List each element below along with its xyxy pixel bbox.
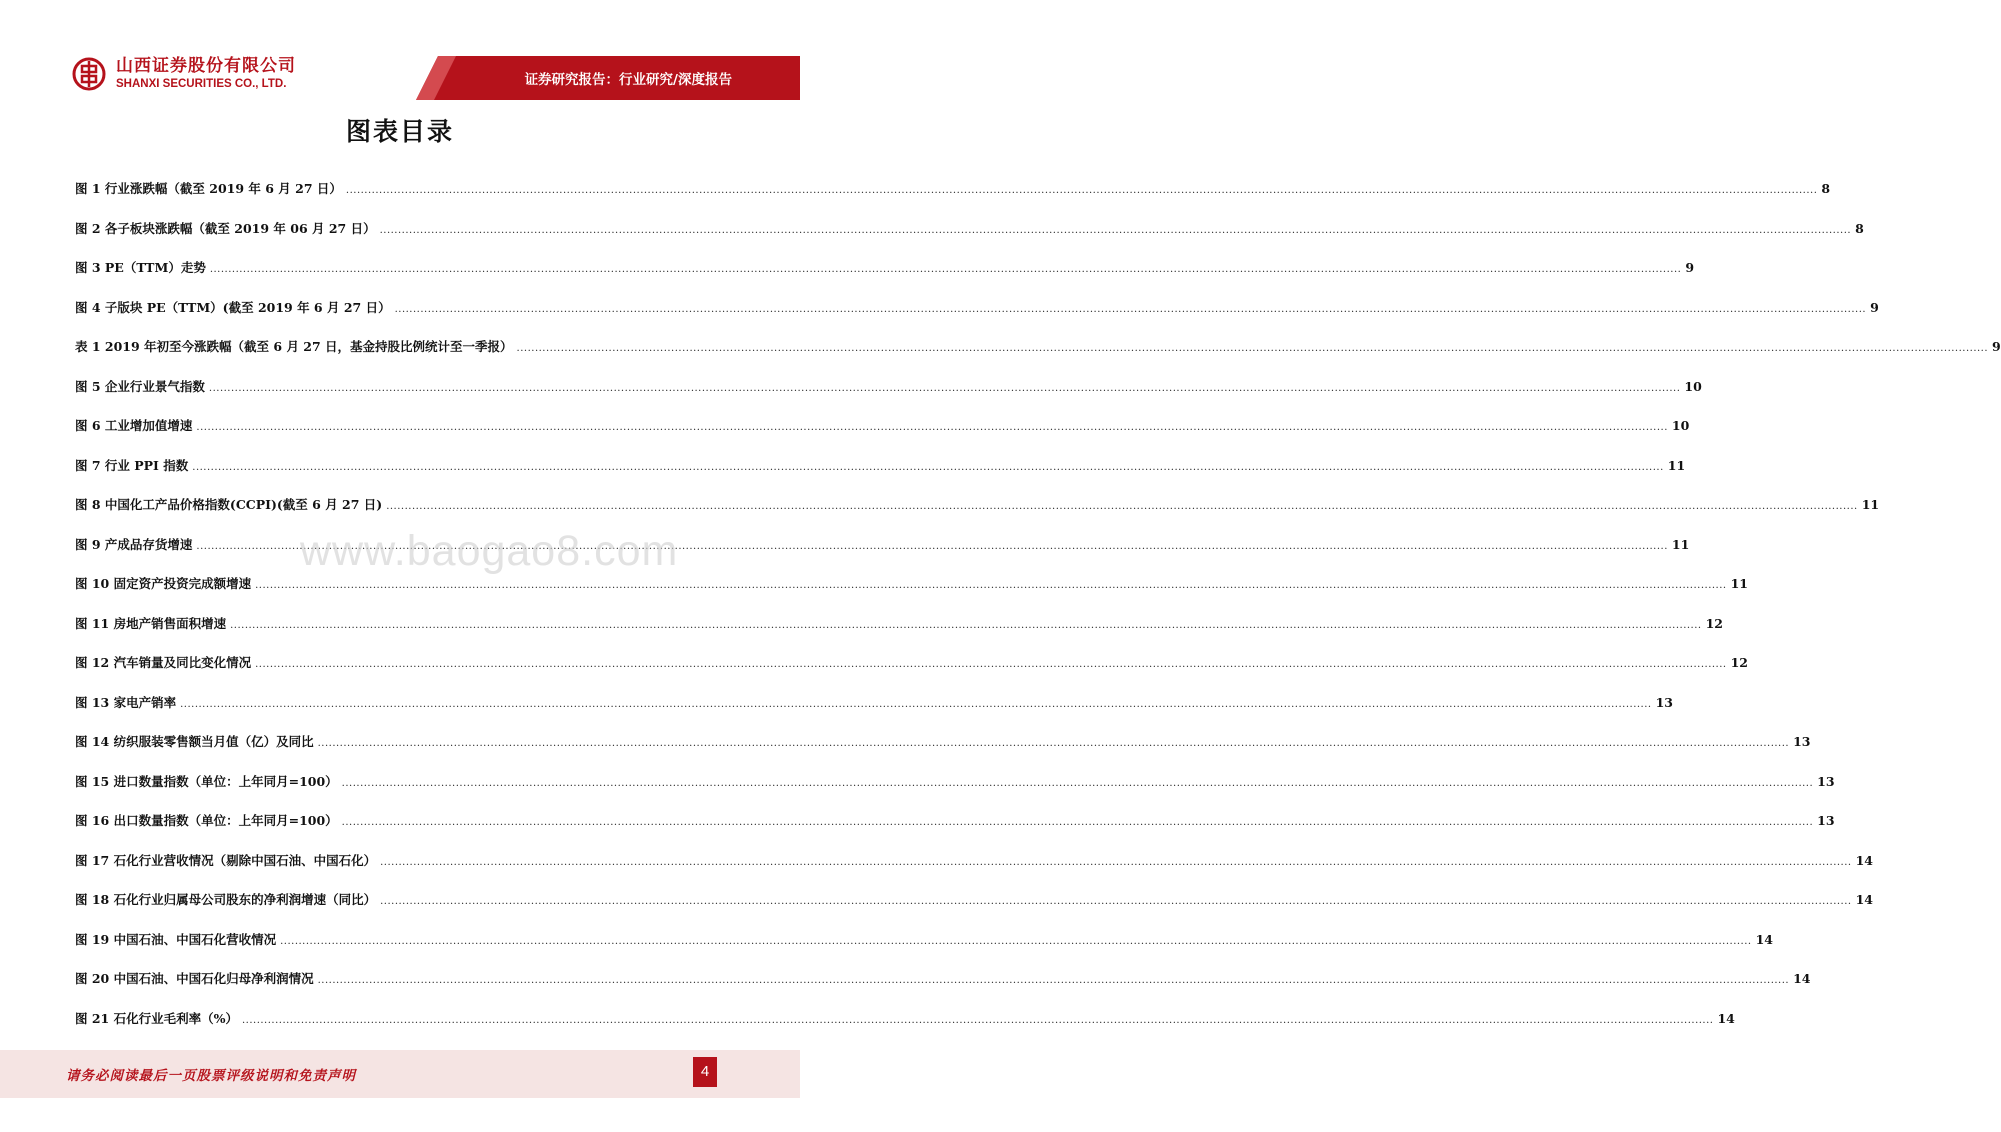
toc-dot-leader: ................................................................................................................................................................................................................................................................................................................................................................................................................ <box>180 698 1652 710</box>
page-header <box>0 0 800 105</box>
toc-entry-label: 图 20 中国石油、中国石化归母净利润情况 <box>75 971 314 986</box>
toc-entry[interactable] <box>75 969 1811 1009</box>
toc-entry-page: 11 <box>1671 536 1690 552</box>
toc-entry-label: 图 1 行业涨跌幅（截至 2019 年 6 月 27 日） <box>75 181 342 196</box>
toc-entry[interactable] <box>75 653 1748 693</box>
toc-entry[interactable] <box>75 219 1864 259</box>
toc-dot-leader: ................................................................................................................................................................................................................................................................................................................................................................................................................ <box>208 382 1681 394</box>
toc-entry-page: 13 <box>1655 694 1673 710</box>
toc-entry-label: 图 21 石化行业毛利率（%） <box>75 1010 238 1026</box>
toc-dot-leader: ................................................................................................................................................................................................................................................................................................................................................................................................................ <box>394 303 1867 315</box>
company-name-en: SHANXI SECURITIES CO., LTD. <box>116 78 287 90</box>
toc-entry-label: 表 1 2019 年初至今涨跌幅（截至 6 月 27 日，基金持股比例统计至一季报） <box>75 339 513 354</box>
toc-entry-label: 图 17 石化行业营收情况（剔除中国石油、中国石化） <box>75 852 377 868</box>
toc-entry-page: 11 <box>1861 497 1880 512</box>
toc-entry[interactable] <box>75 772 1835 812</box>
watermark: www.baogao8.com <box>300 527 679 575</box>
toc-dot-leader: ................................................................................................................................................................................................................................................................................................................................................................................................................ <box>230 619 1702 631</box>
toc-entry[interactable] <box>75 258 1695 298</box>
toc-entry-page: 11 <box>1730 576 1748 591</box>
toc-entry[interactable] <box>75 930 1773 970</box>
toc-dot-leader: ................................................................................................................................................................................................................................................................................................................................................................................................................ <box>192 461 1664 473</box>
toc-entry-page: 13 <box>1817 813 1835 828</box>
toc-entry[interactable] <box>75 179 1831 219</box>
toc-entry-label: 图 11 房地产销售面积增速 <box>75 615 227 631</box>
toc-entry[interactable] <box>75 456 1686 496</box>
toc-entry-page: 12 <box>1730 655 1748 670</box>
page-title: 图表目录 <box>345 117 454 146</box>
toc-entry-page: 14 <box>1793 971 1811 986</box>
toc-entry-page: 14 <box>1855 852 1873 868</box>
toc-entry-page: 9 <box>1685 260 1695 275</box>
toc-entry-label: 图 9 产成品存货增速 <box>75 536 193 552</box>
toc-entry-label: 图 15 进口数量指数（单位：上年同月=100） <box>75 773 338 789</box>
toc-dot-leader: ................................................................................................................................................................................................................................................................................................................................................................................................................ <box>341 777 1814 789</box>
toc-entry-label: 图 16 出口数量指数（单位：上年同月=100） <box>75 813 338 828</box>
toc-dot-leader: ................................................................................................................................................................................................................................................................................................................................................................................................................ <box>386 501 1858 512</box>
toc-entry-page: 9 <box>1992 339 2001 354</box>
toc-dot-leader: ................................................................................................................................................................................................................................................................................................................................................................................................................ <box>255 580 1727 591</box>
toc-dot-leader: ................................................................................................................................................................................................................................................................................................................................................................................................................ <box>317 975 1790 986</box>
toc-entry-label: 图 10 固定资产投资完成额增速 <box>75 576 252 591</box>
toc-entry-page: 8 <box>1821 181 1831 196</box>
toc-dot-leader: ................................................................................................................................................................................................................................................................................................................................................................................................................ <box>379 224 1852 236</box>
toc-entry[interactable] <box>75 1009 1735 1049</box>
figure-table-of-contents <box>75 179 2001 1048</box>
company-name-cn: 山西证券股份有限公司 <box>116 56 296 76</box>
shanxi-securities-logo-icon <box>72 57 106 91</box>
company-name <box>116 56 296 92</box>
toc-entry[interactable] <box>75 693 1673 733</box>
toc-dot-leader: ................................................................................................................................................................................................................................................................................................................................................................................................................ <box>317 738 1790 749</box>
toc-entry-page: 10 <box>1684 378 1702 394</box>
toc-entry-page: 14 <box>1755 931 1773 947</box>
toc-entry-label: 图 5 企业行业景气指数 <box>75 378 205 394</box>
toc-entry-label: 图 2 各子板块涨跌幅（截至 2019 年 06 月 27 日） <box>75 220 376 236</box>
toc-entry[interactable] <box>75 811 1835 851</box>
toc-entry[interactable] <box>75 574 1748 614</box>
toc-dot-leader: ................................................................................................................................................................................................................................................................................................................................................................................................................ <box>345 185 1818 196</box>
toc-dot-leader: ................................................................................................................................................................................................................................................................................................................................................................................................................ <box>241 1014 1714 1026</box>
toc-entry-label: 图 7 行业 PPI 指数 <box>75 457 189 473</box>
toc-entry-label: 图 6 工业增加值增速 <box>75 418 193 433</box>
toc-entry-label: 图 19 中国石油、中国石化营收情况 <box>75 931 277 947</box>
toc-entry[interactable] <box>75 732 1811 772</box>
toc-entry-label: 图 14 纺织服装零售额当月值（亿）及同比 <box>75 734 314 749</box>
toc-dot-leader: ................................................................................................................................................................................................................................................................................................................................................................................................................ <box>341 817 1814 828</box>
toc-entry-label: 图 12 汽车销量及同比变化情况 <box>75 655 252 670</box>
toc-dot-leader: ................................................................................................................................................................................................................................................................................................................................................................................................................ <box>255 659 1727 670</box>
toc-entry[interactable] <box>75 337 2001 377</box>
toc-entry-page: 14 <box>1855 892 1873 907</box>
toc-entry[interactable] <box>75 851 1873 891</box>
toc-entry-page: 10 <box>1671 418 1690 433</box>
toc-entry-label: 图 13 家电产销率 <box>75 694 177 710</box>
toc-entry[interactable] <box>75 890 1873 930</box>
toc-entry-page: 13 <box>1793 734 1811 749</box>
toc-entry-label: 图 4 子版块 PE（TTM）(截至 2019 年 6 月 27 日） <box>75 299 391 315</box>
toc-entry-page: 9 <box>1870 299 1879 315</box>
toc-entry-page: 13 <box>1817 773 1835 789</box>
toc-dot-leader: ................................................................................................................................................................................................................................................................................................................................................................................................................ <box>280 935 1752 947</box>
toc-dot-leader: ................................................................................................................................................................................................................................................................................................................................................................................................................ <box>380 856 1852 868</box>
toc-entry[interactable] <box>75 377 1702 417</box>
toc-entry-page: 8 <box>1855 220 1864 236</box>
toc-entry-label: 图 3 PE（TTM）走势 <box>75 260 206 275</box>
toc-dot-leader: ................................................................................................................................................................................................................................................................................................................................................................................................................ <box>516 343 1989 354</box>
toc-dot-leader: ................................................................................................................................................................................................................................................................................................................................................................................................................ <box>196 422 1668 433</box>
disclaimer-text: 请务必阅读最后一页股票评级说明和免责声明 <box>66 1068 356 1084</box>
toc-entry[interactable] <box>75 298 1879 338</box>
toc-entry[interactable] <box>75 416 1690 456</box>
toc-entry-label: 图 18 石化行业归属母公司股东的净利润增速（同比） <box>75 892 377 907</box>
toc-entry-page: 14 <box>1717 1010 1735 1026</box>
toc-entry-page: 11 <box>1667 457 1686 473</box>
toc-entry-label: 图 8 中国化工产品价格指数(CCPI)(截至 6 月 27 日) <box>75 497 383 512</box>
page-number: 4 <box>693 1057 717 1087</box>
toc-entry[interactable] <box>75 614 1723 654</box>
toc-dot-leader: ................................................................................................................................................................................................................................................................................................................................................................................................................ <box>196 540 1668 552</box>
toc-entry-page: 12 <box>1705 615 1723 631</box>
toc-dot-leader: ................................................................................................................................................................................................................................................................................................................................................................................................................ <box>380 896 1852 907</box>
report-type-label: 证券研究报告：行业研究/深度报告 <box>524 72 732 88</box>
toc-dot-leader: ................................................................................................................................................................................................................................................................................................................................................................................................................ <box>209 264 1682 275</box>
